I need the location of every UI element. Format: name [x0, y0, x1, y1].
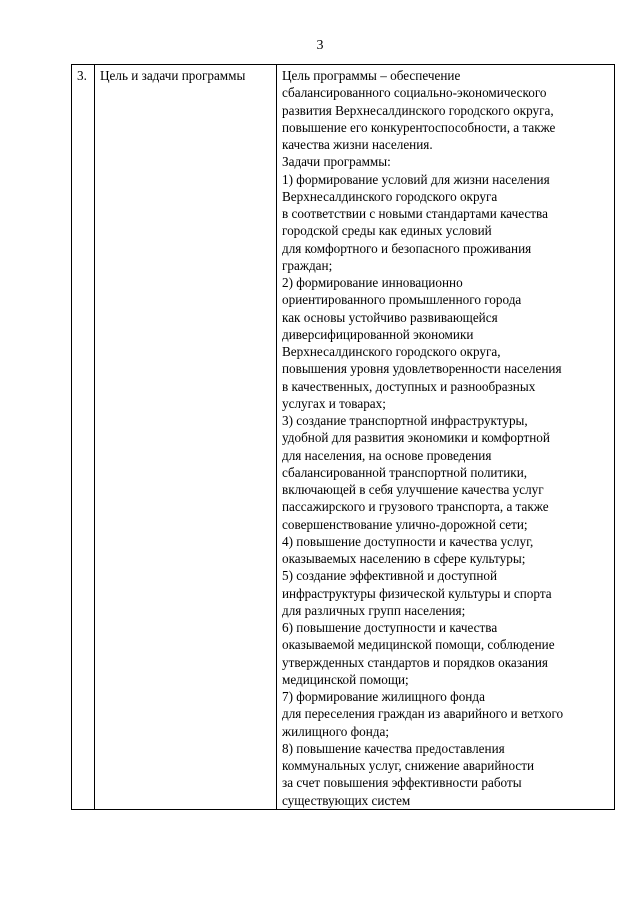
content-line: 4) повышение доступности и качества услуг, [282, 533, 534, 549]
content-line: повышение его конкурентоспособности, а также [282, 119, 556, 135]
content-line: повышения уровня удовлетворенности населения [282, 361, 562, 377]
content-line: Цель программы – обеспечение [282, 68, 461, 83]
row-content [277, 65, 615, 810]
content-line: пассажирского и грузового транспорта, а также [282, 499, 549, 515]
content-line: развития Верхнесалдинского городского округа, [282, 102, 554, 118]
content-line: в соответствии с новыми стандартами качества [282, 206, 548, 221]
content-line: Задачи программы: [282, 154, 391, 170]
content-line: граждан; [282, 257, 333, 273]
content-line: оказываемых населению в сфере культуры; [282, 551, 526, 566]
content-line: городской среды как единых условий [282, 223, 492, 239]
content-line: Верхнесалдинского городского округа, [282, 344, 501, 359]
content-line: для населения, на основе проведения [282, 447, 492, 463]
content-line: 2) формирование инновационно [282, 275, 463, 290]
page-number: 3 [316, 38, 324, 53]
content-line: удобной для развития экономики и комфортной [282, 430, 550, 446]
content-line: для переселения граждан из аварийного и ветхого [282, 706, 564, 722]
content-line: 1) формирование условий для жизни населения [282, 171, 550, 187]
content-line: существующих систем [282, 792, 411, 808]
content-line: сбалансированной транспортной политики, [282, 464, 528, 480]
table-row [72, 65, 615, 810]
content-line: ориентированного промышленного города [282, 292, 522, 308]
content-line: качества жизни населения. [282, 137, 433, 152]
content-line: коммунальных услуг, снижение аварийности [282, 758, 535, 773]
content-line: 8) повышение качества предоставления [282, 740, 505, 756]
content-line: для комфортного и безопасного проживания [282, 240, 532, 256]
content-line: жилищного фонда; [282, 723, 390, 739]
row-number: 3. [72, 65, 95, 810]
content-line: сбалансированного социально-экономического [282, 85, 547, 101]
content-line: медицинской помощи; [282, 671, 409, 687]
content-line: инфраструктуры физической культуры и спорта [282, 585, 552, 601]
content-line: за счет повышения эффективности работы [282, 775, 522, 791]
content-line: диверсифицированной экономики [282, 326, 474, 342]
content-line: 6) повышение доступности и качества [282, 620, 498, 635]
content-line: в качественных, доступных и разнообразных [282, 378, 536, 394]
content-line: 3) создание транспортной инфраструктуры, [282, 413, 528, 428]
content-line: как основы устойчиво развивающейся [282, 309, 498, 325]
content-line: для различных групп населения; [282, 602, 466, 618]
content-line: 7) формирование жилищного фонда [282, 689, 485, 704]
program-passport-table [71, 64, 615, 810]
row-name: Цель и задачи программы [95, 65, 277, 810]
content-line: утвержденных стандартов и порядков оказания [282, 654, 548, 670]
content-line: 5) создание эффективной и доступной [282, 568, 498, 584]
content-line: совершенствование улично-дорожной сети; [282, 516, 528, 532]
content-line: Верхнесалдинского городского округа [282, 188, 498, 204]
content-line: оказываемой медицинской помощи, соблюдение [282, 637, 555, 653]
content-line: включающей в себя улучшение качества услуг [282, 482, 544, 497]
content-line: услугах и товарах; [282, 395, 386, 411]
